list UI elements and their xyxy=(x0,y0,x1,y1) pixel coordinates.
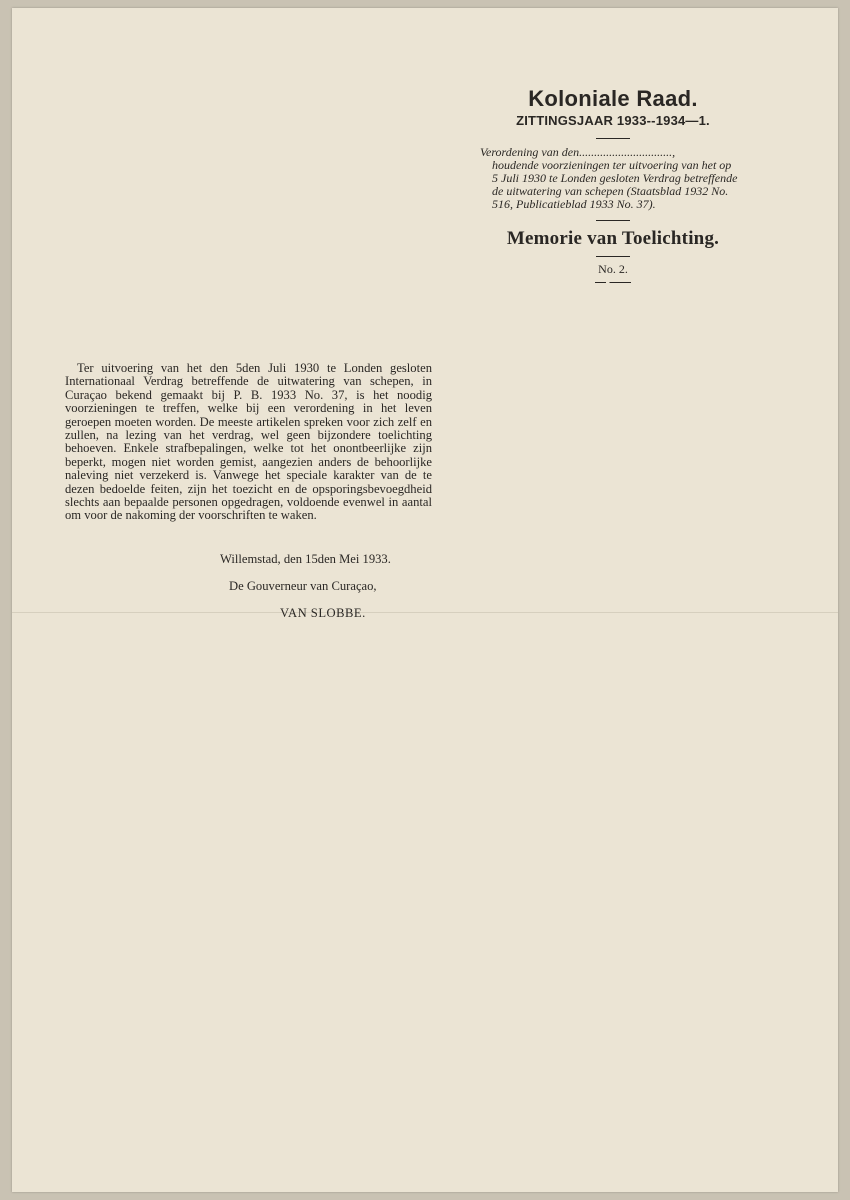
document-title: Memorie van Toelichting. xyxy=(506,228,720,249)
ordinance-subject xyxy=(480,146,740,211)
signature-place-date: Willemstad, den 15den Mei 1933. xyxy=(220,552,391,566)
document-number: No. 2. xyxy=(598,262,628,276)
document-page xyxy=(12,8,838,1192)
title-divider xyxy=(596,256,630,257)
ordinance-subject-body: houdende voorzieningen ter uitvoering van het op 5 Juli 1930 te Londen gesloten Verdrag betreffende de uitwatering van schepen (Staatsblad 1932 No. 516, Publicatieblad 1933 No. 37). xyxy=(492,158,738,211)
document-header xyxy=(468,86,758,283)
number-divider xyxy=(595,282,631,283)
signature-name: VAN SLOBBE. xyxy=(280,606,366,620)
session-year: ZITTINGSJAAR 1933--1934—1. xyxy=(516,113,710,128)
explanation-text: Ter uitvoering van het den 5den Juli 1930 te Londen gesloten Internationaal Verdrag betreffende de uitwatering van schepen, in Curaçao bekend gemaakt bij P. B. 1933 No. 37, is het noodig voorzieningen te treffen, welke bij een verordening in het leven geroepen moeten worden. De meeste artikelen spreken voor zich zelf en zullen, na lezing van het verdrag, wel geen bijzondere toelichting behoeven. Enkele strafbepalingen, welke tot het onontbeerlijke zijn beperkt, mogen niet worden gemist, aangezien anders de behoorlijke naleving niet verzekerd is. Vanwege het speciale karakter van de te dezen bedoelde feiten, zijn het toezicht en de opsporingsbevoegdheid slechts aan bepaalde personen opgedragen, voldoende evenwel in aantal om voor de nakoming der voorschriften te waken. xyxy=(65,361,432,523)
council-title: Koloniale Raad. xyxy=(528,86,698,111)
page-fold xyxy=(12,612,838,613)
header-divider xyxy=(596,138,630,139)
subject-divider xyxy=(596,220,630,221)
explanation-paragraph xyxy=(65,362,432,523)
signature-role: De Gouverneur van Curaçao, xyxy=(229,579,377,593)
ordinance-subject-first-line: Verordening van den..............................., xyxy=(480,145,676,159)
